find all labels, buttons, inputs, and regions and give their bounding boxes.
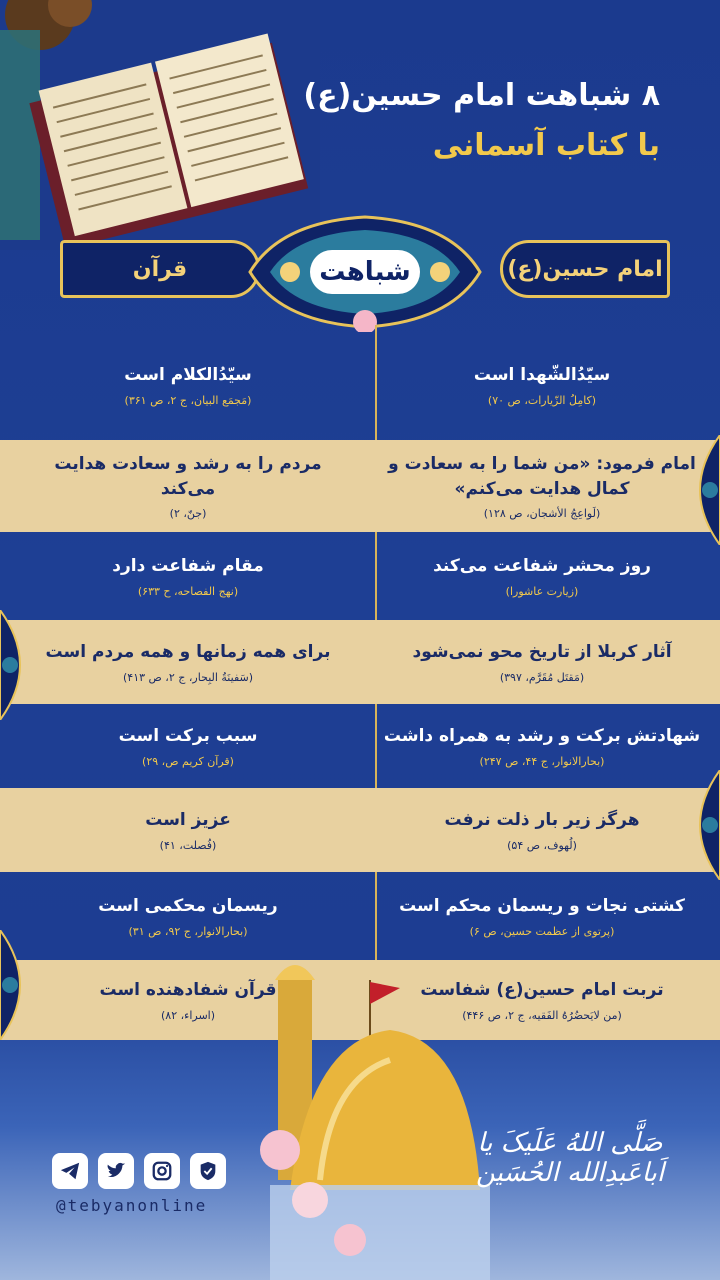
quran-cell bbox=[18, 620, 358, 704]
quran-cell bbox=[18, 788, 358, 872]
quran-cell bbox=[18, 532, 358, 620]
imam-text: هرگز زیر بار ذلت نرفت bbox=[444, 810, 640, 831]
imam-text: آثار کربلا از تاریخ محو نمی‌شود bbox=[412, 642, 672, 663]
imam-source: (مَقتَل مُقَرَّم، ۳۹۷) bbox=[499, 670, 585, 684]
quran-cell bbox=[18, 330, 358, 440]
imam-text: سیّدُالشّهدا است bbox=[473, 365, 611, 386]
quran-text: برای همه زمانها و همه مردم است bbox=[45, 642, 331, 663]
comparison-row-4 bbox=[0, 620, 720, 704]
imam-text: شهادتش برکت و رشد به همراه داشت bbox=[383, 726, 701, 747]
imam-text: امام فرمود: «من شما را به سعادت و کمال هدایت می‌کنم» bbox=[388, 453, 696, 499]
quran-source: (نهج الفصاحه، ح ۶۳۳) bbox=[137, 584, 239, 598]
quran-source: (اسراء، ۸۲) bbox=[160, 1008, 216, 1022]
page-title-line2: با کتاب آسمانی bbox=[432, 128, 660, 163]
quran-text: مقام شفاعت دارد bbox=[112, 556, 264, 577]
page-title-line1: ۸ شباهت امام حسین(ع) bbox=[303, 78, 660, 113]
comparison-row-5 bbox=[0, 704, 720, 788]
social-links bbox=[52, 1153, 226, 1189]
side-ornament-icon bbox=[0, 610, 40, 720]
side-ornament-icon bbox=[680, 770, 720, 880]
quran-text: مردم را به رشد و سعادت هدایت می‌کند bbox=[54, 453, 322, 499]
instagram-icon[interactable] bbox=[144, 1153, 180, 1189]
imam-cell bbox=[372, 440, 712, 532]
imam-source: (پرتوی از عظمت حسین، ص ۶) bbox=[469, 924, 615, 938]
quran-text: ریسمان محکمی است bbox=[98, 896, 278, 917]
imam-text: تربت امام حسین(ع) شفاست bbox=[420, 980, 664, 1001]
imam-cell bbox=[372, 620, 712, 704]
quran-cell bbox=[18, 440, 358, 532]
imam-source: (من لایَحضُرُهُ الفَقیه، ج ۲، ص ۴۴۶) bbox=[462, 1008, 622, 1022]
imam-source: (زیارت عاشورا) bbox=[505, 584, 579, 598]
telegram-icon[interactable] bbox=[52, 1153, 88, 1189]
imam-source: (لَواعِجُ الأشجان، ص ۱۲۸) bbox=[483, 507, 601, 521]
comparison-row-2 bbox=[0, 440, 720, 532]
imam-cell bbox=[372, 532, 712, 620]
imam-cell bbox=[372, 704, 712, 788]
quran-source: (بحارالانوار، ج ۹۲، ص ۳۱) bbox=[128, 924, 248, 938]
verified-icon[interactable] bbox=[190, 1153, 226, 1189]
quran-source: (سَفینَةُ البِحار، ج ۲، ص ۴۱۳) bbox=[122, 670, 254, 684]
quran-text: عزیز است bbox=[145, 810, 231, 831]
imam-cell bbox=[372, 330, 712, 440]
quran-cell bbox=[18, 704, 358, 788]
shrine-dome-illustration bbox=[250, 960, 490, 1280]
quran-text: سبب برکت است bbox=[118, 726, 258, 747]
twitter-icon[interactable] bbox=[98, 1153, 134, 1189]
imam-cell bbox=[372, 872, 712, 960]
quran-source: (مَجمَع البیان، ج ۲، ص ۳۶۱) bbox=[124, 393, 252, 407]
quran-source: (قرآن کریم ص، ۲۹) bbox=[142, 754, 234, 768]
comparison-row-7 bbox=[0, 872, 720, 960]
imam-text: روز محشر شفاعت می‌کند bbox=[433, 556, 651, 577]
side-ornament-icon bbox=[680, 435, 720, 545]
imam-source: (بحارالانوار، ج ۴۴، ص ۲۴۷) bbox=[479, 754, 605, 768]
imam-source: (لُهوف، ص ۵۴) bbox=[507, 838, 577, 852]
comparison-row-6 bbox=[0, 788, 720, 872]
comparison-row-3 bbox=[0, 532, 720, 620]
calligraphy-text: صَلَّی اللهُ عَلَیکَ یا اَباعَبدِالله الحُسَین bbox=[475, 1128, 665, 1188]
quran-source: (فُصلت، ۴۱) bbox=[159, 838, 217, 852]
header-similarity-label: شباهت bbox=[310, 250, 420, 294]
imam-text: کشتی نجات و ریسمان محکم است bbox=[399, 896, 685, 917]
side-ornament-icon bbox=[0, 930, 40, 1040]
imam-cell bbox=[372, 788, 712, 872]
quran-source: (جنّ، ۲) bbox=[169, 507, 207, 521]
quran-text: سیّدُالکلام است bbox=[124, 365, 252, 386]
imam-source: (کامِلُ الزّیارات، ص ۷۰) bbox=[487, 393, 597, 407]
header-imam-tab: امام حسین(ع) bbox=[500, 240, 670, 298]
header-quran-tab: قرآن bbox=[60, 240, 260, 298]
social-handle[interactable]: @tebyanonline bbox=[56, 1196, 208, 1215]
comparison-row-1 bbox=[0, 330, 720, 440]
quran-cell bbox=[18, 872, 358, 960]
quran-text: قرآن شفادهنده است bbox=[99, 980, 277, 1001]
